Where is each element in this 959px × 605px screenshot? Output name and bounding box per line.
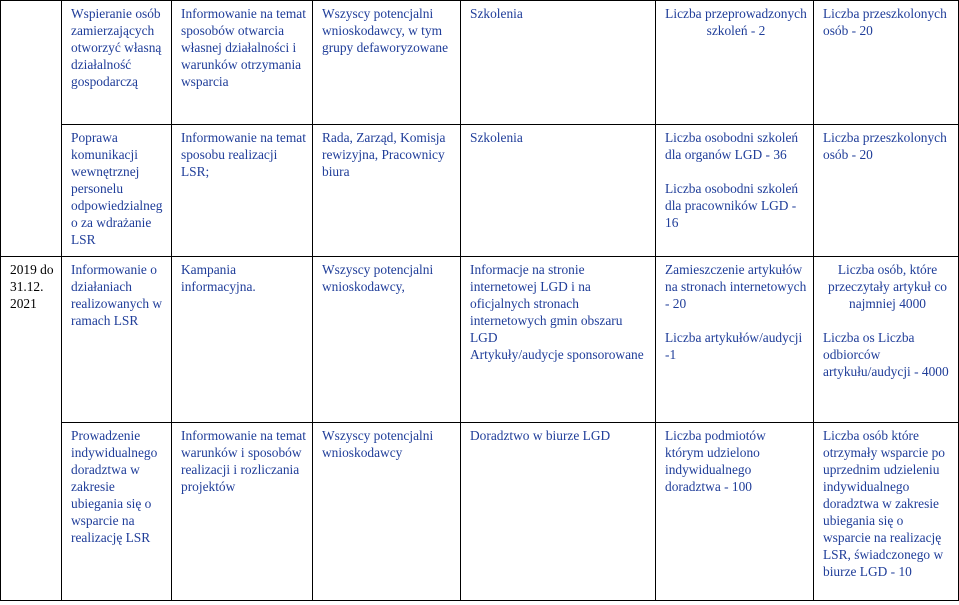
table-row [1, 125, 959, 257]
method-text-2: Artykuły/audycje sponsorowane [470, 347, 644, 362]
spacer [823, 312, 952, 329]
period-cell [1, 1, 62, 257]
indicator-text-1: Zamieszczenie artykułów na stronach internetowych - 20 [665, 262, 807, 311]
method-text-1: Informacje na stronie internetowej LGD i na oficjalnych stronach internetowych gmin obszaru LGD [470, 262, 623, 345]
result-cell: Liczba osób które otrzymały wsparcie po uprzednim udzieleniu indywidualnego doradztwa w zakresie ubiegania się o wsparcie na realizację LSR, świadczonego w biurze LGD - 10 [814, 423, 959, 601]
method-cell: Szkolenia [461, 1, 656, 125]
target-group-cell: Wszyscy potencjalni wnioskodawcy [313, 423, 461, 601]
table-row [1, 423, 959, 601]
indicator-cell [656, 125, 814, 257]
indicator-cell: Liczba przeprowadzonych szkoleń - 2 [656, 1, 814, 125]
target-group-cell: Wszyscy potencjalni wnioskodawcy, [313, 257, 461, 423]
method-cell: Doradztwo w biurze LGD [461, 423, 656, 601]
indicator-cell: Liczba podmiotów którym udzielono indywidualnego doradztwa - 100 [656, 423, 814, 601]
target-group-cell: Wszyscy potencjalni wnioskodawcy, w tym grupy defaworyzowane [313, 1, 461, 125]
result-cell: Liczba przeszkolonych osób - 20 [814, 1, 959, 125]
goal-cell: Informowanie o działaniach realizowanych w ramach LSR [62, 257, 172, 423]
spacer [665, 163, 807, 180]
result-text-1: Liczba osób, które przeczytały artykuł co najmniej 4000 [828, 262, 947, 311]
indicator-text-2: Liczba artykułów/audycji -1 [665, 330, 803, 362]
method-cell: Szkolenia [461, 125, 656, 257]
method-cell [461, 257, 656, 423]
goal-cell: Prowadzenie indywidualnego doradztwa w zakresie ubiegania się o wsparcie na realizację LSR [62, 423, 172, 601]
purpose-cell: Informowanie na temat sposobu realizacji LSR; [172, 125, 313, 257]
spacer [665, 312, 807, 329]
goal-cell: Wspieranie osób zamierzających otworzyć własną działalność gospodarczą [62, 1, 172, 125]
indicator-text-1: Liczba osobodni szkoleń dla organów LGD - 36 [665, 130, 799, 162]
result-text-2: Liczba os Liczba odbiorców artykułu/audycji - 4000 [823, 330, 949, 379]
indicator-text-2: Liczba osobodni szkoleń dla pracowników LGD - 16 [665, 181, 799, 230]
target-group-cell: Rada, Zarząd, Komisja rewizyjna, Pracownicy biura [313, 125, 461, 257]
result-cell [814, 257, 959, 423]
purpose-cell: Informowanie na temat sposobów otwarcia własnej działalności i warunków otrzymania wsparcia [172, 1, 313, 125]
table-row [1, 1, 959, 125]
purpose-cell: Informowanie na temat warunków i sposobów realizacji i rozliczania projektów [172, 423, 313, 601]
period-cell: 2019 do 31.12. 2021 [1, 257, 62, 601]
table-row [1, 257, 959, 423]
result-cell: Liczba przeszkolonych osób - 20 [814, 125, 959, 257]
goal-cell: Poprawa komunikacji wewnętrznej personelu odpowiedzialnego za wdrażanie LSR [62, 125, 172, 257]
indicator-cell [656, 257, 814, 423]
purpose-cell: Kampania informacyjna. [172, 257, 313, 423]
